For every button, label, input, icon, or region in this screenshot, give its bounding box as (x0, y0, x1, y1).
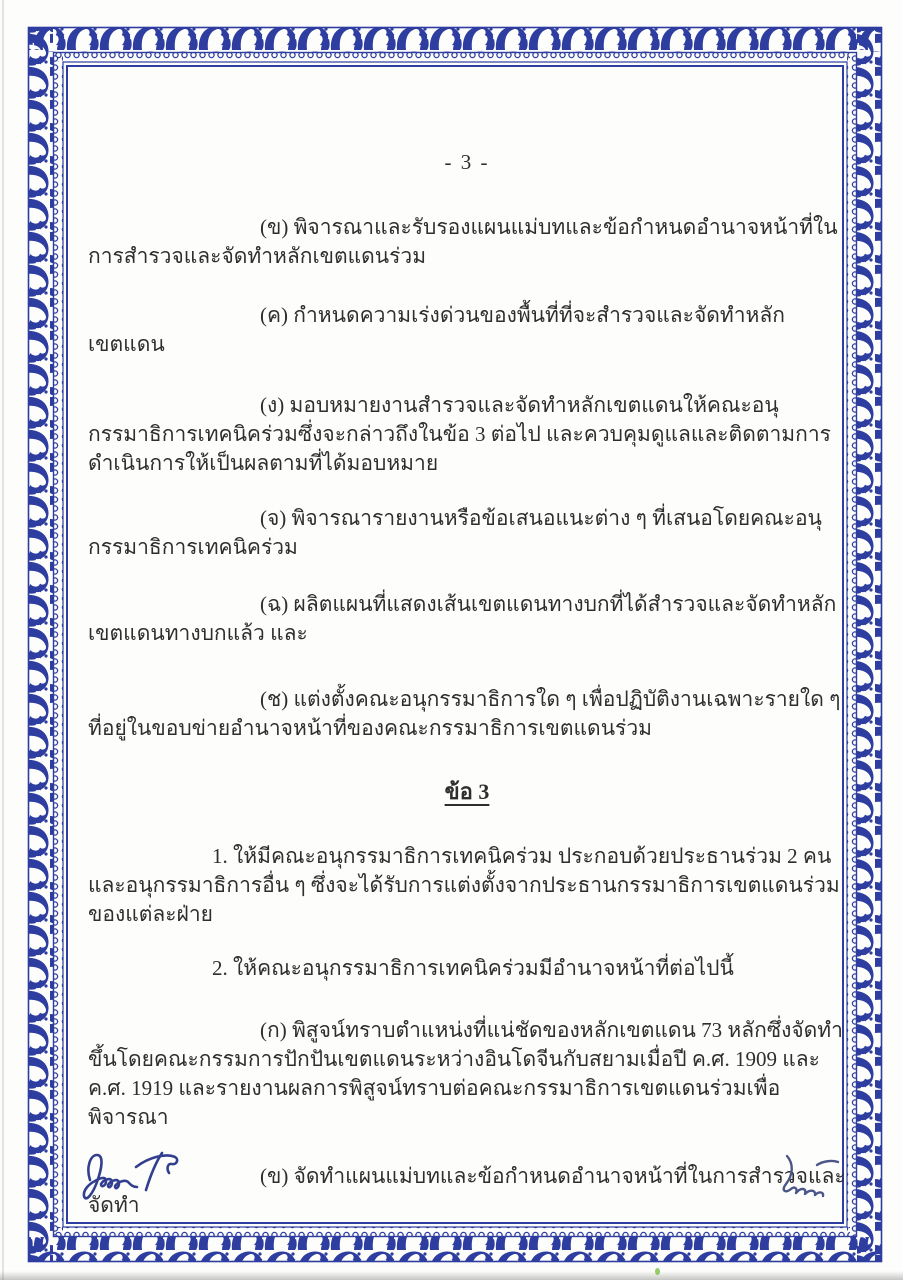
border-band-bottom (28, 1237, 882, 1262)
signature-left-ink (76, 1146, 194, 1216)
item-kho-khwai: (ค) กำหนดความเร่งด่วนของพื้นที่ที่จะสำรวจและจัดทำหลักเขตแดน (88, 303, 785, 356)
clause-1: 1. ให้มีคณะอนุกรรมาธิการเทคนิคร่วม ประกอบด้วยประธานร่วม 2 คนและอนุกรรมาธิการอื่น ๆ ซึ่งจะได้รับการแต่งตั้งจากประธานกรรมาธิการเขตแดนร่วมของแต่ละฝ่าย (88, 844, 840, 926)
item-cho-chan: (จ) พิจารณารายงานหรือข้อเสนอแนะต่าง ๆ ที่เสนอโดยคณะอนุกรรมาธิการเทคนิคร่วม (88, 506, 822, 559)
page-number: - 3 - (444, 150, 490, 174)
bead-band-left (53, 52, 63, 1237)
bead-band-bottom (53, 1227, 850, 1237)
scan-artifact-dot (655, 1268, 660, 1275)
item-ko-kai: (ก) พิสูจน์ทราบตำแหน่งที่แน่ชัดของหลักเขตแดน 73 หลักซึ่งจัดทำขึ้นโดยคณะกรรมการปักปันเขตแดนระหว่างอินโดจีนกับสยามเมื่อปี ค.ศ. 1909 และ ค.ศ. 1919 และรายงานผลการพิสูจน์ทราบต่อคณะกรรมาธิการเขตแดนร่วมเพื่อพิจารณา (88, 1018, 843, 1129)
border-band-right (857, 27, 882, 1262)
paper-edge-shadow (0, 1271, 903, 1280)
item-cho-chang: (ช) แต่งตั้งคณะอนุกรรมาธิการใด ๆ เพื่อปฏิบัติงานเฉพาะรายใด ๆ ที่อยู่ในขอบข่ายอำนาจหน้าที่ของคณะกรรมาธิการเขตแดนร่วม (88, 687, 841, 740)
item-kho-khai-2: (ข) จัดทำแผนแม่บทและข้อกำหนดอำนาจหน้าที่ในการสำรวจและจัดทำ (88, 1164, 846, 1217)
signature-right-ink (760, 1152, 856, 1210)
item-cho-ching: (ฉ) ผลิตแผนที่แสดงเส้นเขตแดนทางบกที่ได้สำรวจและจัดทำหลักเขตแดนทางบกแล้ว และ (88, 592, 837, 645)
item-kho-khai: (ข) พิจารณาและรับรองแผนแม่บทและข้อกำหนดอำนาจหน้าที่ในการสำรวจและจัดทำหลักเขตแดนร่วม (88, 215, 838, 268)
clause-2: 2. ให้คณะอนุกรรมาธิการเทคนิคร่วมมีอำนาจหน้าที่ต่อไปนี้ (212, 956, 734, 980)
border-band-left (28, 27, 53, 1262)
section-heading (88, 777, 846, 806)
section-heading-text: ข้อ 3 (444, 779, 490, 804)
document-body (88, 0, 846, 1220)
paper-edge-left (2, 0, 4, 1280)
item-ngo-ngu: (ง) มอบหมายงานสำรวจและจัดทำหลักเขตแดนให้คณะอนุกรรมาธิการเทคนิคร่วมซึ่งจะกล่าวถึงในข้อ 3 ต่อไป และควบคุมดูแลและติดตามการดำเนินการให้เป็นผลตามที่ได้มอบหมาย (88, 393, 831, 475)
bead-band-right (847, 52, 857, 1237)
